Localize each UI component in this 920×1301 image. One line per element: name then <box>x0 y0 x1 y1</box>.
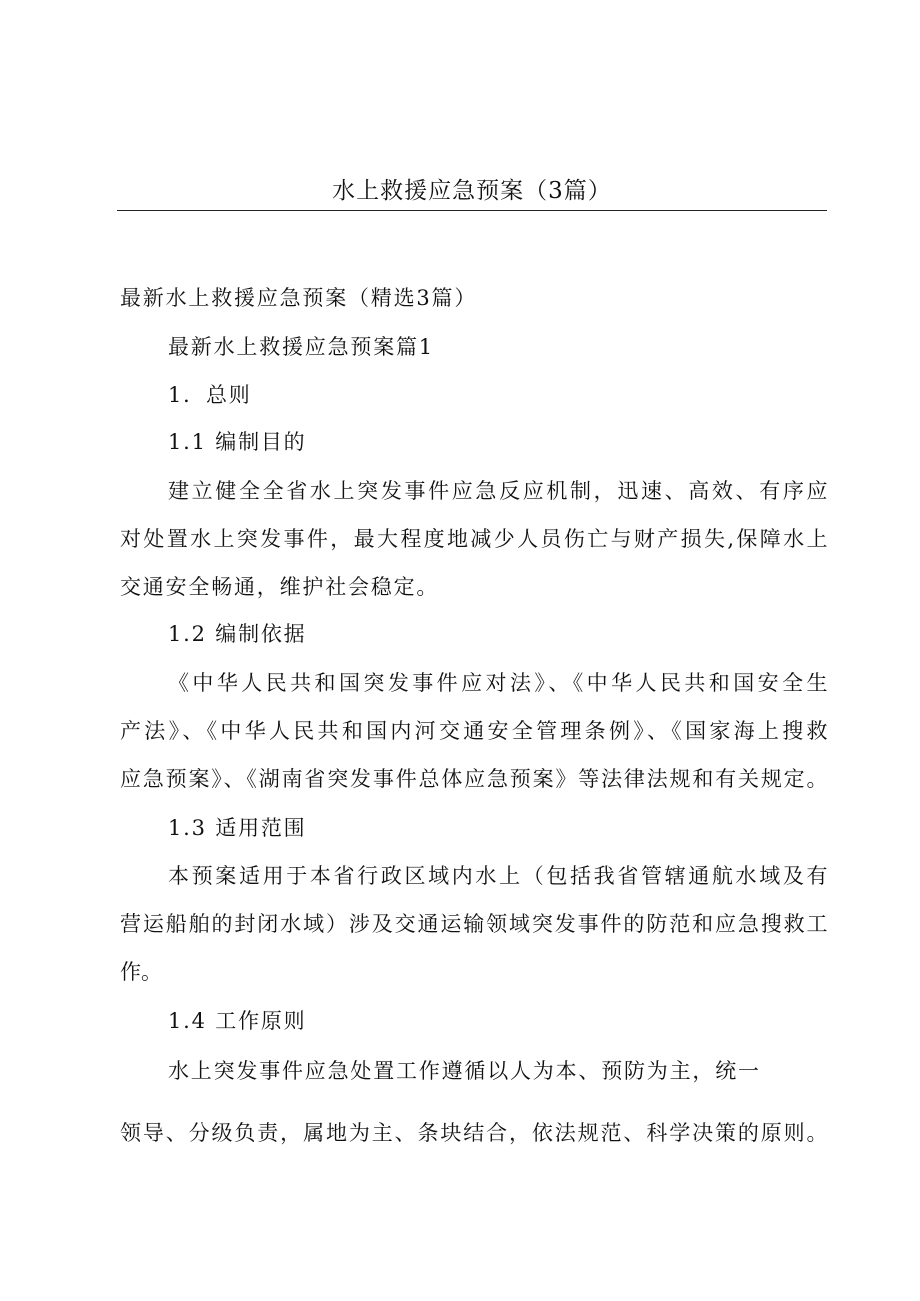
paragraph-line: 水上突发事件应急处置工作遵循以人为本、预防为主，统一 <box>168 1059 761 1083</box>
paragraph-line: 交通安全畅通，维护社会稳定。 <box>120 575 440 599</box>
paragraph-line: 领导、分级负责，属地为主、条块结合，依法规范、科学决策的原则。 <box>120 1121 828 1145</box>
document-title: 水上救援应急预案（3篇） <box>332 178 612 204</box>
paragraph-line: 作。 <box>120 960 162 984</box>
paragraph-line: 建立健全全省水上突发事件应急反应机制，迅速、高效、有序应 <box>168 479 828 503</box>
paragraph-line: 本预案适用于本省行政区域内水上（包括我省管辖通航水域及有 <box>168 864 828 888</box>
heading-1-3: 1.3 适用范围 <box>168 816 307 840</box>
paragraph-line: 应急预案》、《湖南省突发事件总体应急预案》等法律法规和有关规定。 <box>120 767 828 791</box>
section-heading-part1: 最新水上救援应急预案篇1 <box>168 335 434 359</box>
heading-1-1: 1.1 编制目的 <box>168 430 307 454</box>
paragraph-line: 营运船舶的封闭水域）涉及交通运输领域突发事件的防范和应急搜救工 <box>120 912 828 936</box>
heading-1-2: 1.2 编制依据 <box>168 622 307 646</box>
paragraph-line: 《中华人民共和国突发事件应对法》、《中华人民共和国安全生 <box>168 671 828 695</box>
heading-general-principles: 1．总则 <box>168 383 252 407</box>
title-underline <box>117 210 827 211</box>
subtitle-line: 最新水上救援应急预案（精选3篇） <box>120 286 478 310</box>
heading-1-4: 1.4 工作原则 <box>168 1009 307 1033</box>
paragraph-line: 对处置水上突发事件，最大程度地减少人员伤亡与财产损失,保障水上 <box>120 527 828 551</box>
paragraph-line: 产法》、《中华人民共和国内河交通安全管理条例》、《国家海上搜救 <box>120 719 828 743</box>
